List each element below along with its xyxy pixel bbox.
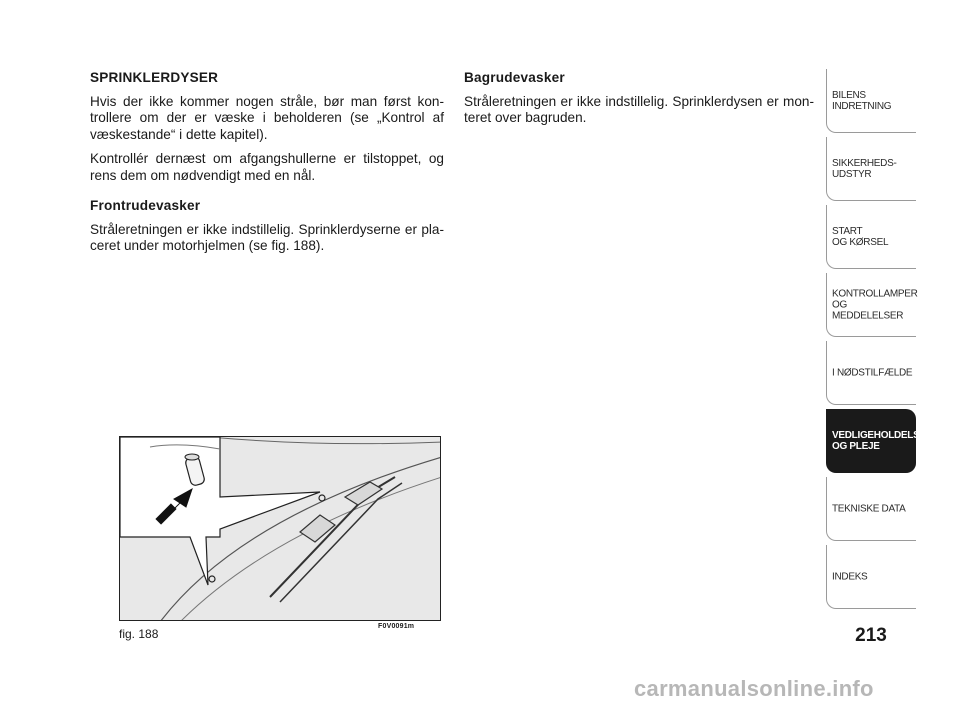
paragraph-check-fluid: Hvis der ikke kommer nogen stråle, bør man først kon-trollere om der er væske i beholderen (se „Kontrol af væskestande“ i dette kapitel). <box>90 93 444 142</box>
tab-label: START OG KØRSEL <box>832 225 889 248</box>
tab-label: KONTROLLAMPER OG MEDDELELSER <box>832 288 918 321</box>
tab-indeks[interactable] <box>826 545 916 609</box>
tab-label: I NØDSTILFÆLDE <box>832 367 913 378</box>
tab-i-nodstilfaelde[interactable] <box>826 341 916 405</box>
watermark: carmanualsonline.info <box>634 676 874 701</box>
paragraph-rear-washer: Stråleretningen er ikke indstillelig. Sprinklerdysen er mon-teret over bagruden. <box>464 93 814 125</box>
tab-sikkerhedsudstyr[interactable] <box>826 137 916 201</box>
figure-caption: fig. 188 <box>119 627 159 641</box>
tab-label: VEDLIGEHOLDELSE OG PLEJE <box>832 429 926 452</box>
tab-label: SIKKERHEDS- UDSTYR <box>832 157 897 180</box>
tab-label: TEKNISKE DATA <box>832 503 906 514</box>
paragraph-front-washer: Stråleretningen er ikke indstillelig. Sprinklerdyserne er pla-ceret under motorhjelmen (se fig. 188). <box>90 221 444 253</box>
figure-188-illustration <box>119 436 441 621</box>
heading-sprinkler: SPRINKLERDYSER <box>90 70 219 85</box>
tab-bilens-indretning[interactable] <box>826 69 916 133</box>
tab-tekniske-data[interactable] <box>826 477 916 541</box>
heading-rear-washer: Bagrudevasker <box>464 70 565 85</box>
tab-kontrollamper[interactable] <box>826 273 916 337</box>
tab-start-og-korsel[interactable] <box>826 205 916 269</box>
windshield-nozzle-drawing <box>120 437 441 621</box>
right-column <box>464 70 814 135</box>
tab-label: INDEKS <box>832 571 868 582</box>
tab-label: BILENS INDRETNING <box>832 89 892 112</box>
section-tabs <box>826 69 926 613</box>
paragraph-clean-holes: Kontrollér dernæst om afgangshullerne er tilstoppet, og rens dem om nødvendigt med en nål. <box>90 151 444 183</box>
left-column <box>90 70 444 263</box>
figure-code: F0V0091m <box>378 623 415 630</box>
page-number: 213 <box>855 625 887 646</box>
tab-vedligeholdelse[interactable] <box>826 409 926 473</box>
heading-front-washer: Frontrudevasker <box>90 198 201 213</box>
